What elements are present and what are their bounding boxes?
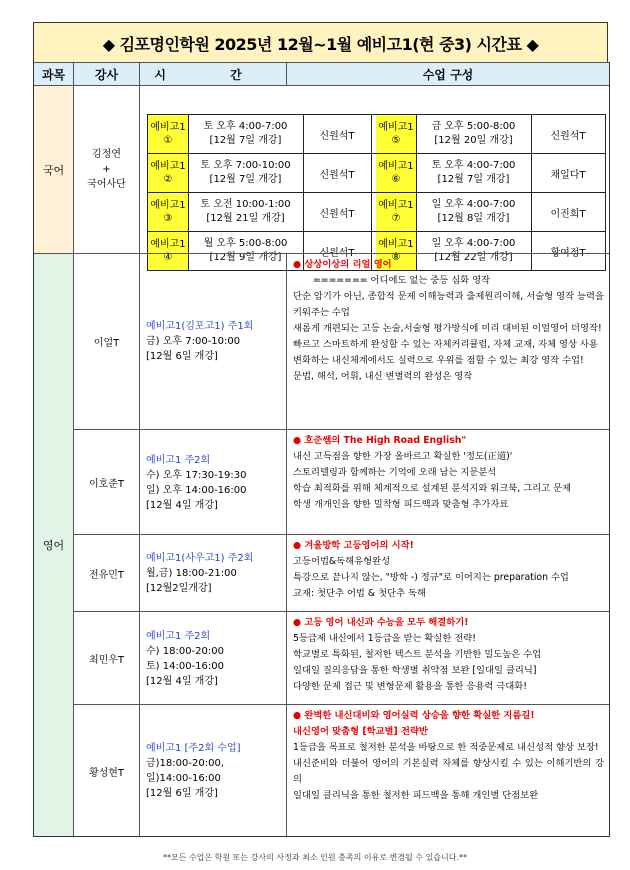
bullet-icon: ● [293, 540, 305, 551]
class-time-text: 일 오후 4:00-7:00 [431, 237, 516, 249]
korean-class-row [147, 114, 606, 153]
english-teacher: 전유민T [74, 535, 140, 612]
english-class-row [74, 704, 609, 837]
class-badge [148, 193, 189, 231]
english-description-text [293, 538, 604, 602]
class-open-date: [12월 22일 개강] [434, 252, 513, 263]
class-time [188, 115, 304, 153]
english-description [287, 705, 609, 837]
class-time [416, 193, 532, 231]
class-badge-number: ⑤ [391, 135, 401, 146]
schedule-line: 토) 14:00-16:00 [146, 660, 224, 672]
header-time: 시 간 [140, 63, 287, 85]
english-teacher: 이얼T [74, 254, 140, 429]
course-headline-text: 겨울방학 고등영어의 시작! [304, 540, 414, 551]
course-description-line: 교재: 첫단추 어법 & 첫단추 독해 [293, 587, 426, 599]
course-description-line: 새롭게 개편되는 고등 논술,서술형 평가방식에 미리 대비된 이얼영어 더영작! [293, 322, 602, 334]
english-description [287, 535, 609, 612]
class-badge-label: 예비고1 [150, 161, 186, 172]
schedule-line: [12월 4일 개강] [146, 499, 218, 511]
header-composition: 수업 구성 [422, 67, 474, 82]
schedule-line: 일) 오후 14:00-16:00 [146, 484, 247, 496]
class-open-date: [12월 7일 개강] [209, 135, 282, 146]
course-headline-text: 고등 영어 내신과 수능을 모두 해결하기! [304, 617, 469, 628]
english-schedule [140, 705, 287, 837]
english-description [287, 254, 609, 429]
class-time-text: 토 오전 10:00-1:00 [200, 198, 291, 210]
class-teacher: 신원석T [303, 115, 372, 153]
schedule-line: [12월 4일 개강] [146, 675, 218, 687]
korean-teacher-line-3: 국어사단 [87, 179, 126, 190]
class-open-date: [12월 9일 개강] [209, 252, 282, 263]
english-schedule-text [146, 629, 224, 689]
class-time [188, 193, 304, 231]
class-badge [376, 115, 417, 153]
bullet-icon: ● [293, 710, 305, 721]
page-title: ◆ 김포명인학원 2025년 12월~1월 예비고1(현 중3) 시간표 ◆ [33, 22, 608, 64]
course-description-line: 다양한 문제 접근 및 변형문제 활용을 통한 응용력 극대화! [293, 680, 527, 692]
schedule-line: 일)14:00-16:00 [146, 773, 221, 784]
class-time-text: 일 오후 4:00-7:00 [431, 198, 516, 210]
english-teacher: 황성현T [74, 705, 140, 837]
course-subheadline: 내신영어 맞춤형 [학교별] 전략반 [293, 725, 428, 737]
bullet-icon: ● [293, 435, 305, 446]
class-teacher: 신원석T [303, 232, 372, 270]
schedule-line: 예비고1 주2회 [146, 454, 211, 466]
english-description-text [293, 257, 604, 385]
class-teacher: 신원석T [303, 154, 372, 192]
korean-class-row [147, 153, 606, 192]
class-badge [148, 154, 189, 192]
korean-schedule-table [147, 114, 606, 271]
class-open-date: [12월 7일 개강] [209, 174, 282, 185]
course-headline [293, 708, 604, 724]
class-time [416, 115, 532, 153]
class-open-date: [12월 21일 개강] [206, 213, 285, 224]
course-description-line: 1등급을 목표로 철저한 분석을 바탕으로 한 적중문제로 내신성적 향상 보장! [293, 741, 599, 753]
class-badge-number: ② [163, 174, 173, 185]
english-description-text [293, 708, 604, 804]
bullet-icon: ● [293, 617, 305, 628]
class-teacher: 채일다T [550, 169, 586, 181]
class-time-text: 토 오후 4:00-7:00 [203, 120, 288, 132]
course-description-line: 변화하는 내신체계에서도 실력으로 우위를 점할 수 있는 최강 영작 수업! [293, 354, 584, 366]
timetable-grid [33, 62, 610, 837]
course-headline [293, 257, 604, 273]
schedule-line: 예비고1(사우고1) 주2회 [146, 553, 254, 564]
class-badge-label: 예비고1 [378, 122, 414, 133]
schedule-line: [12월 6일 개강] [146, 788, 218, 799]
footnote: **모든 수업은 학원 또는 강사의 사정과 최소 인원 충족의 이유로 변경될 수 있습니다.** [162, 853, 468, 862]
class-badge-number: ① [163, 135, 173, 146]
class-teacher: 이진희T [550, 208, 586, 220]
class-badge [148, 115, 189, 153]
header-row [34, 62, 609, 85]
class-badge-label: 예비고1 [150, 239, 186, 250]
class-badge-label: 예비고1 [378, 200, 414, 211]
course-description-line: 내신 고득점을 향한 가장 올바르고 확실한 '정도(正道)' [293, 450, 513, 462]
english-section [34, 253, 609, 836]
class-time-text: 토 오후 4:00-7:00 [431, 159, 516, 171]
class-open-date: [12월 7일 개강] [437, 174, 510, 185]
schedule-line: 수) 오후 17:30-19:30 [146, 469, 247, 481]
class-badge-label: 예비고1 [150, 200, 186, 211]
korean-teacher [74, 86, 140, 253]
schedule-line: 예비고1 [주2회 수업] [146, 743, 241, 754]
course-headline [293, 433, 604, 449]
schedule-line: 금) 오후 7:00-10:00 [146, 336, 241, 347]
course-description-line: 학교별로 특화된, 철저한 텍스트 분석을 기반한 밀도높은 수업 [293, 648, 542, 660]
course-headline [293, 615, 604, 631]
class-badge-label: 예비고1 [378, 161, 414, 172]
course-description-line: 5등급제 내신에서 1등급을 받는 확실한 전략! [293, 632, 477, 644]
course-description-line: 학생 개개인을 향한 밀착형 피드백과 맞춤형 추가자료 [293, 498, 509, 510]
course-description-line: 단순 암기가 아닌, 종합적 문제 이해능력과 출제원리이해, 서술형 영작 능력을 키워주는 수업 [293, 290, 604, 318]
class-badge-label: 예비고1 [378, 239, 414, 250]
korean-subject: 국어 [34, 86, 74, 253]
schedule-line: 금)18:00-20:00, [146, 758, 224, 769]
schedule-line: 예비고1(김포고1) 주1회 [146, 321, 254, 332]
english-description-text [293, 433, 604, 513]
english-class-row [74, 611, 609, 705]
english-schedule-text [146, 319, 253, 364]
english-schedule [140, 430, 287, 535]
course-description-line: 빠르고 스마트하게 완성할 수 있는 자체커리큘럼, 자체 교재, 자체 영상 사용 [293, 338, 598, 350]
header-subject: 과목 [34, 63, 74, 85]
schedule-line: 수) 18:00-20:00 [146, 645, 224, 657]
english-schedule [140, 612, 287, 705]
schedule-line: 월,금) 18:00-21:00 [146, 568, 237, 579]
class-teacher: 황여정T [550, 247, 586, 259]
class-badge-number: ⑧ [391, 252, 401, 263]
schedule-line: [12월 6일 개강] [146, 351, 218, 362]
english-subject: 영어 [34, 254, 74, 836]
course-description-line: ======= 어디에도 없는 중등 심화 영작 [313, 274, 491, 286]
class-badge-number: ④ [163, 252, 173, 263]
korean-class-row [147, 192, 606, 231]
course-description-line: 스토리텔링과 함께하는 기억에 오래 남는 지문분석 [293, 466, 497, 478]
schedule-line: [12월2일개강] [146, 583, 212, 594]
english-class-row [74, 429, 609, 535]
class-time-text: 월 오후 5:00-8:00 [203, 237, 288, 249]
english-schedule [140, 535, 287, 612]
class-badge-number: ③ [163, 213, 173, 224]
schedule-line: 예비고1 주2회 [146, 630, 211, 642]
class-teacher: 신원석T [303, 193, 372, 231]
course-description-line: 일대일 클리닉을 통한 철저한 피드백을 통해 개인별 단점보완 [293, 789, 539, 801]
class-time-text: 토 오후 7:00-10:00 [200, 159, 291, 171]
english-schedule-text [146, 741, 241, 801]
class-time [188, 154, 304, 192]
course-description-line: 문법, 해석, 어휘, 내신 변별력의 완성은 영작 [293, 370, 473, 382]
english-description [287, 430, 609, 535]
course-description-line: 특강으로 끝나지 않는, "방학 -) 정규"로 이어지는 preparation 수업 [293, 571, 569, 583]
course-description-line: 일대일 질의응답을 통한 학생별 취약점 보완 [일대일 클리닉] [293, 664, 537, 676]
korean-section [34, 85, 609, 263]
english-teacher: 최민우T [74, 612, 140, 705]
course-description-line: 고등어법&독해유형완성 [293, 555, 391, 567]
english-schedule-text [146, 551, 253, 596]
class-badge-number: ⑥ [391, 174, 401, 185]
class-badge-label: 예비고1 [150, 122, 186, 133]
course-headline [293, 538, 604, 554]
class-badge [376, 154, 417, 192]
course-headline-text: 상상이상의 리얼 영어 [304, 259, 392, 270]
class-open-date: [12월 8일 개강] [437, 213, 510, 224]
korean-teacher-line-2: + [102, 164, 111, 175]
class-badge [376, 193, 417, 231]
english-description [287, 612, 609, 705]
course-description-line: 내신준비와 더불어 영어의 기본실력 자체를 향상시킬 수 있는 이해기반의 강의 [293, 757, 604, 785]
class-badge-number: ⑦ [391, 213, 401, 224]
korean-teacher-line-1: 김정연 [92, 149, 121, 160]
class-time [416, 154, 532, 192]
header-teacher: 강사 [74, 63, 140, 85]
english-description-text [293, 615, 604, 695]
course-description-line: 학습 최적화를 위해 체계적으로 설계된 분석지와 워크북, 그리고 문제 [293, 482, 572, 494]
course-headline-text: 완벽한 내신대비와 영어실력 상승을 향한 확실한 지름길! [304, 710, 535, 721]
class-teacher: 신원석T [550, 130, 586, 142]
english-class-row [74, 254, 609, 429]
english-schedule-text [146, 453, 246, 513]
english-class-row [74, 534, 609, 612]
course-headline-text: 호준쌤의 The High Road English" [304, 435, 467, 446]
class-open-date: [12월 20일 개강] [434, 135, 513, 146]
bullet-icon: ● [293, 259, 305, 270]
english-schedule [140, 254, 287, 429]
english-teacher: 이호준T [74, 430, 140, 535]
class-time-text: 금 오후 5:00-8:00 [431, 120, 516, 132]
